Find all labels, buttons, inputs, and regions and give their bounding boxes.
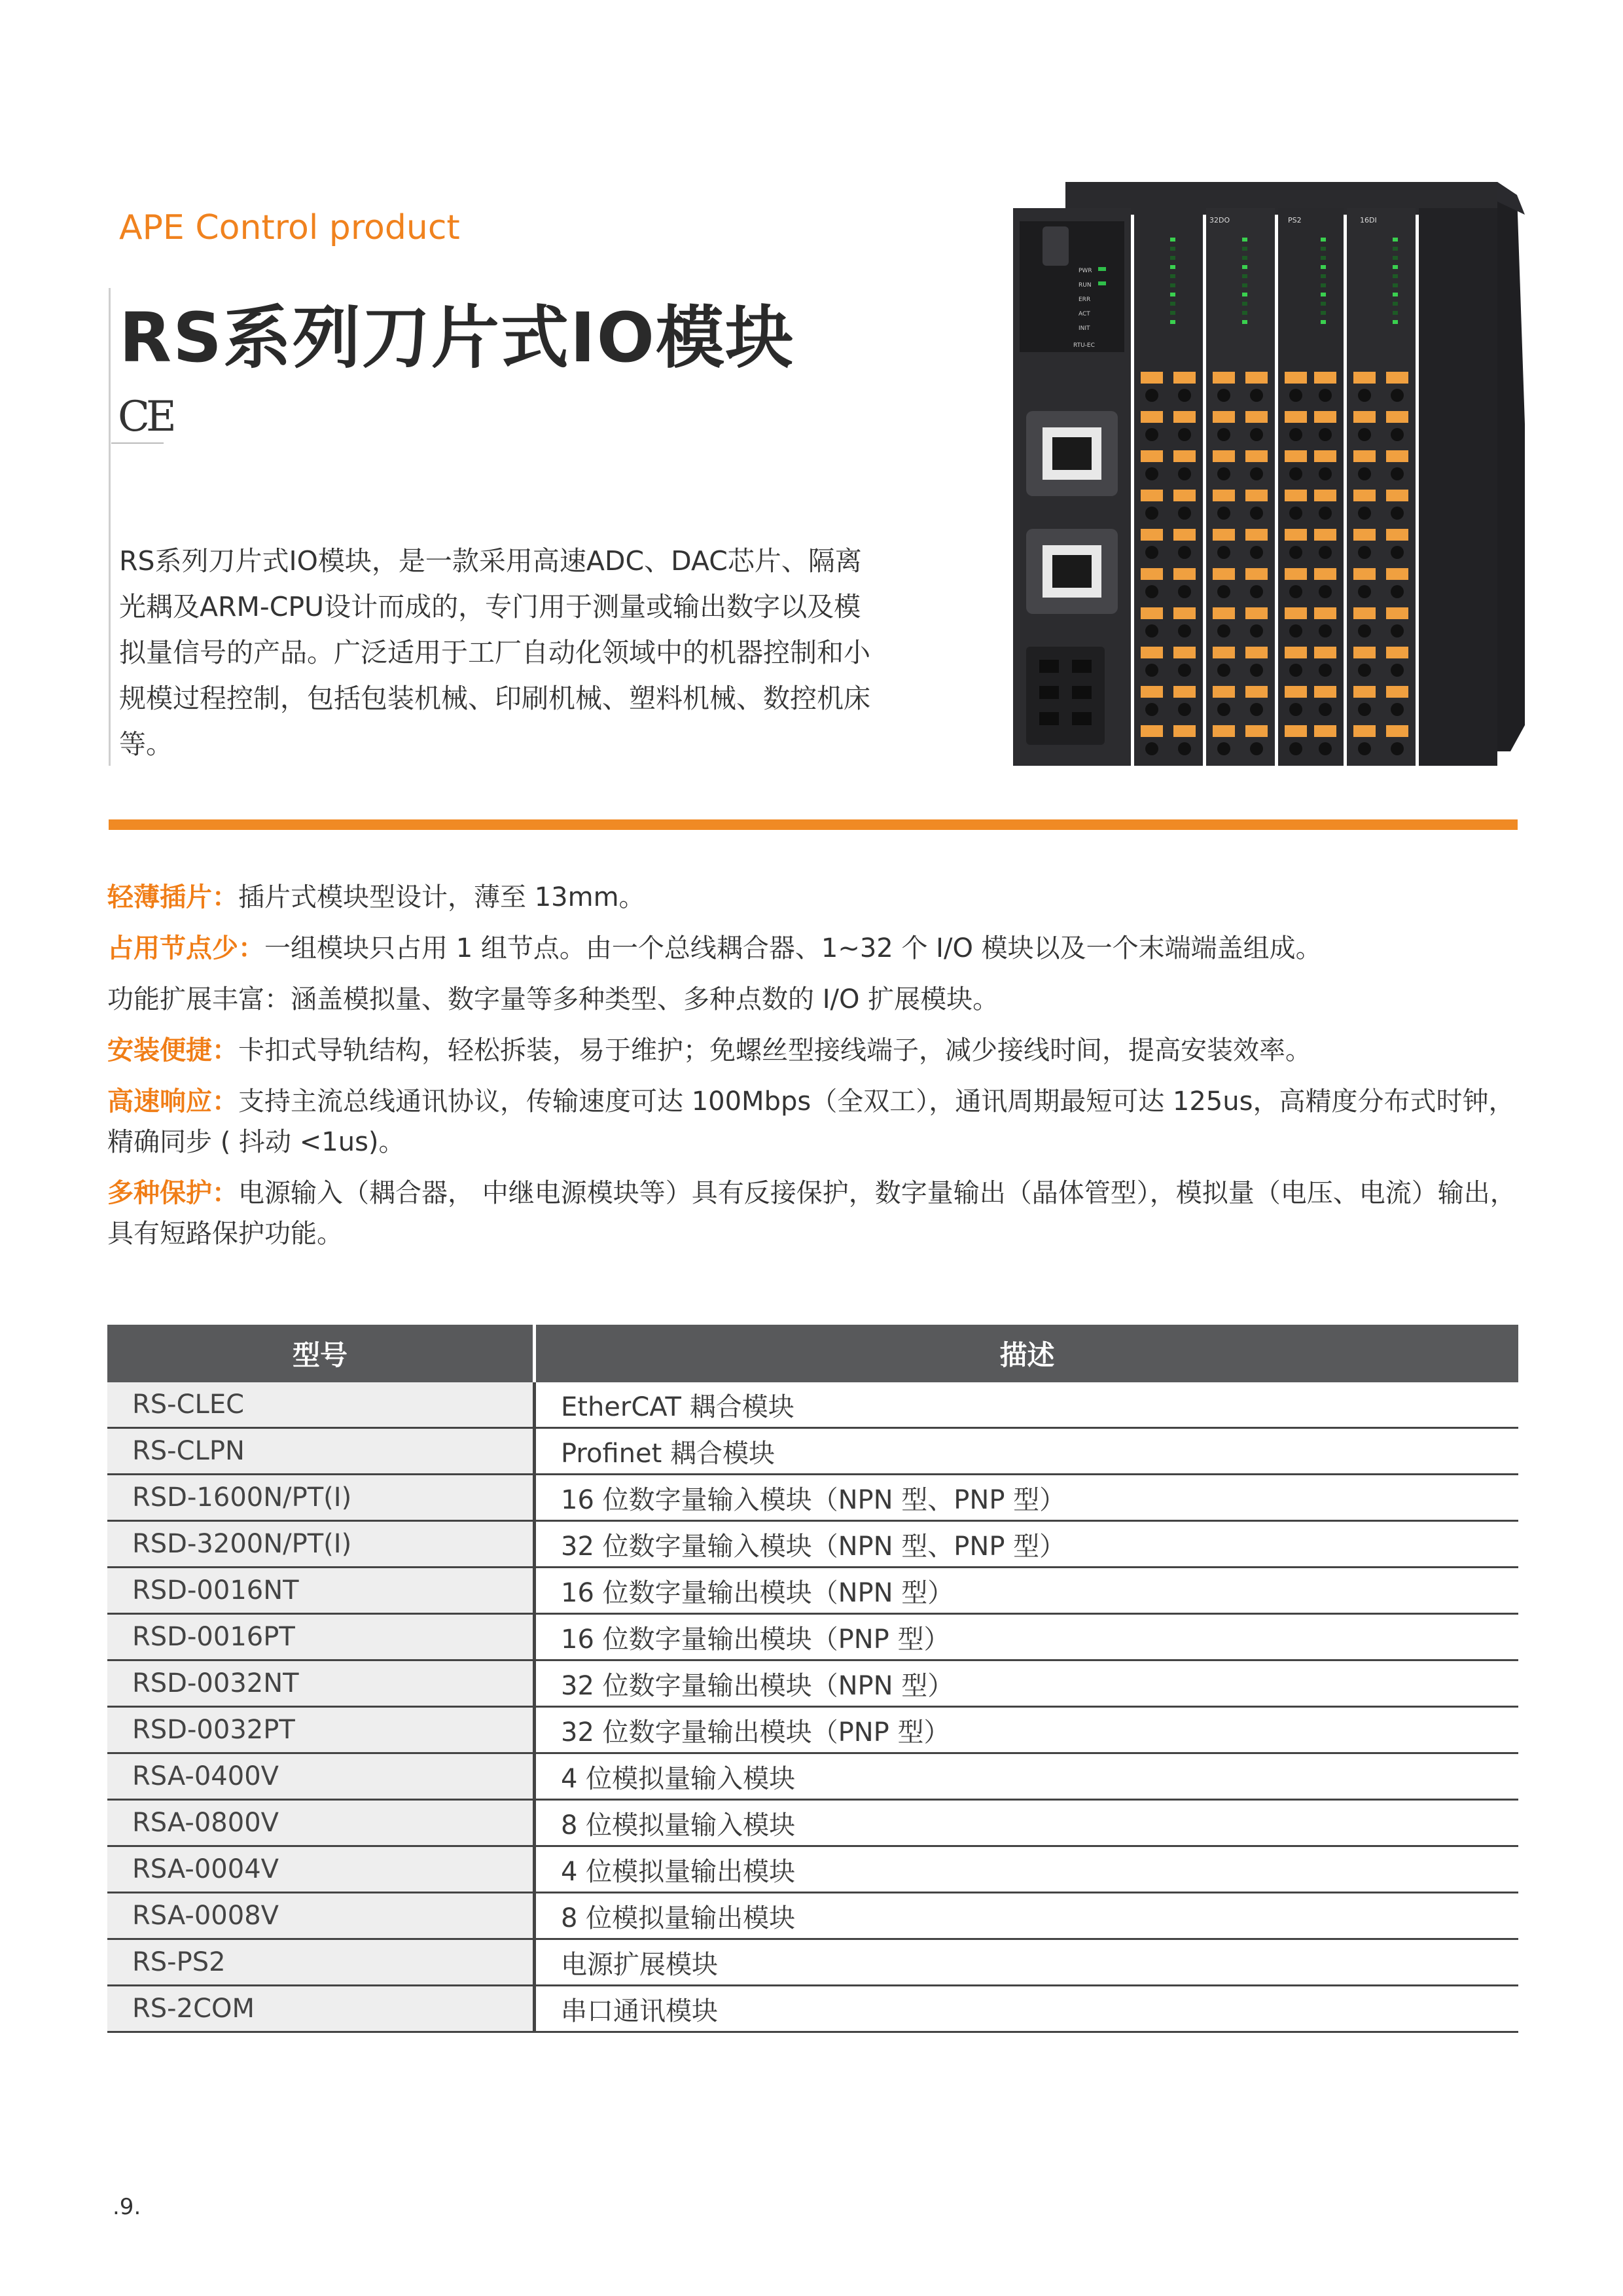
header-description: 描述 (535, 1325, 1519, 1382)
title-vertical-rule (109, 288, 111, 766)
terminal-hole (1391, 624, 1404, 637)
terminal-latch (1173, 529, 1196, 541)
feature-text: 支持主流总线通讯协议，传输速度可达 100Mbps（全双工），通讯周期最短可达 125us，高精度分布式时钟，精确同步 ( 抖动 <1us)。 (107, 1086, 1515, 1157)
terminal-hole (1250, 467, 1263, 480)
orange-divider (109, 819, 1518, 830)
led-label: ERR (1079, 296, 1091, 303)
coupler-label: RTU-EC (1073, 342, 1095, 349)
status-led (1393, 238, 1398, 242)
status-led (1242, 238, 1247, 242)
table-row (107, 1753, 1518, 1800)
led-label: RUN (1079, 282, 1092, 289)
module-label: 32DO (1209, 216, 1230, 224)
terminal-latch (1353, 372, 1376, 384)
status-led (1170, 302, 1175, 306)
terminal-hole (1217, 624, 1230, 637)
status-led (1393, 274, 1398, 278)
desc-cell: 串口通讯模块 (535, 1986, 1519, 2032)
terminal-hole (1178, 742, 1191, 755)
terminal-hole (1319, 703, 1332, 716)
feature-label: 占用节点少： (107, 933, 264, 963)
terminal-hole (1319, 389, 1332, 402)
terminal-hole (1391, 742, 1404, 755)
table-row (107, 1521, 1518, 1568)
status-led (1321, 293, 1326, 296)
terminal-hole (1319, 664, 1332, 677)
terminal-latch (1386, 450, 1408, 462)
page-number: .9. (113, 2194, 141, 2220)
model-cell: RSD-0032PT (107, 1707, 535, 1753)
terminal-hole (1358, 624, 1371, 637)
terminal-hole (1358, 585, 1371, 598)
table-row (107, 1428, 1518, 1475)
table-row (107, 1800, 1518, 1846)
terminal-latch (1314, 450, 1336, 462)
terminal-hole (1289, 507, 1302, 520)
terminal-hole (1145, 467, 1158, 480)
terminal-latch (1353, 607, 1376, 619)
ce-mark: CE (118, 393, 173, 441)
table-row (107, 1846, 1518, 1893)
status-led (1170, 283, 1175, 287)
model-cell: RSD-3200N/PT(I) (107, 1521, 535, 1568)
status-led (1321, 247, 1326, 251)
terminal-latch (1285, 607, 1307, 619)
terminal-hole (1217, 389, 1230, 402)
terminal-hole (1319, 585, 1332, 598)
terminal-latch (1173, 568, 1196, 580)
status-led (1393, 320, 1398, 324)
terminal-hole (1145, 624, 1158, 637)
table-row (107, 1568, 1518, 1614)
status-led (1393, 311, 1398, 315)
feature-text: 卡扣式导轨结构，轻松拆装，易于维护；免螺丝型接线端子，减少接线时间，提高安装效率。 (238, 1035, 1311, 1066)
led-label: ACT (1079, 311, 1090, 317)
status-led (1242, 274, 1247, 278)
brand-subtitle: APE Control product (119, 208, 460, 247)
status-led (1393, 283, 1398, 287)
status-led (1393, 256, 1398, 260)
desc-cell: 32 位数字量输入模块（NPN 型、PNP 型） (535, 1521, 1519, 1568)
terminal-hole (1217, 467, 1230, 480)
desc-cell: 8 位模拟量输出模块 (535, 1893, 1519, 1939)
status-led (1170, 256, 1175, 260)
terminal-hole (1358, 428, 1371, 441)
terminal-hole (1358, 507, 1371, 520)
table-header-row (107, 1325, 1518, 1382)
terminal-latch (1173, 490, 1196, 501)
terminal-latch (1245, 607, 1268, 619)
terminal-latch (1314, 686, 1336, 698)
table-row (107, 1986, 1518, 2032)
terminal-hole (1358, 546, 1371, 559)
terminal-latch (1353, 529, 1376, 541)
desc-cell: 16 位数字量输出模块（PNP 型） (535, 1614, 1519, 1660)
table-row (107, 1475, 1518, 1521)
terminal-latch (1213, 568, 1235, 580)
terminal-latch (1353, 490, 1376, 501)
terminal-latch (1141, 568, 1163, 580)
terminal-latch (1353, 411, 1376, 423)
terminal-hole (1250, 585, 1263, 598)
feature-label: 高速响应： (107, 1086, 238, 1117)
terminal-latch (1213, 725, 1235, 737)
terminal-hole (1358, 467, 1371, 480)
terminal-hole (1391, 428, 1404, 441)
terminal-latch (1285, 450, 1307, 462)
terminal-latch (1213, 372, 1235, 384)
terminal-latch (1353, 450, 1376, 462)
status-led (1393, 247, 1398, 251)
table-row (107, 1707, 1518, 1753)
terminal-hole (1217, 585, 1230, 598)
terminal-latch (1245, 568, 1268, 580)
terminal-latch (1245, 529, 1268, 541)
terminal-hole (1391, 507, 1404, 520)
terminal-latch (1141, 490, 1163, 501)
terminal-hole (1289, 389, 1302, 402)
model-cell: RSA-0800V (107, 1800, 535, 1846)
terminal-hole (1391, 585, 1404, 598)
desc-cell: 4 位模拟量输入模块 (535, 1753, 1519, 1800)
terminal-latch (1245, 686, 1268, 698)
terminal-latch (1173, 372, 1196, 384)
led-label: INIT (1079, 325, 1090, 332)
terminal-latch (1285, 411, 1307, 423)
terminal-latch (1173, 450, 1196, 462)
status-led (1321, 274, 1326, 278)
terminal-latch (1386, 725, 1408, 737)
terminal-latch (1314, 490, 1336, 501)
terminal-hole (1178, 703, 1191, 716)
terminal-latch (1213, 411, 1235, 423)
terminal-latch (1314, 372, 1336, 384)
status-led (1242, 283, 1247, 287)
terminal-hole (1145, 585, 1158, 598)
feature-item (107, 877, 1521, 918)
status-led (1170, 293, 1175, 296)
status-led (1321, 238, 1326, 242)
led-label: PWR (1079, 268, 1092, 274)
table-row (107, 1614, 1518, 1660)
terminal-latch (1141, 372, 1163, 384)
terminal-latch (1353, 647, 1376, 658)
terminal-latch (1386, 647, 1408, 658)
terminal-latch (1173, 686, 1196, 698)
terminal-hole (1250, 507, 1263, 520)
terminal-latch (1173, 607, 1196, 619)
status-led (1170, 265, 1175, 269)
terminal-latch (1245, 647, 1268, 658)
terminal-hole (1145, 703, 1158, 716)
terminal-latch (1386, 529, 1408, 541)
model-cell: RS-CLEC (107, 1382, 535, 1428)
feature-label: 多种保护： (107, 1178, 238, 1208)
terminal-hole (1217, 546, 1230, 559)
feature-item (107, 979, 1521, 1020)
page-title: RS系列刀片式IO模块 (119, 298, 795, 378)
terminal-hole (1289, 742, 1302, 755)
terminal-latch (1173, 725, 1196, 737)
status-led (1170, 320, 1175, 324)
model-cell: RS-PS2 (107, 1939, 535, 1986)
model-cell: RSD-0016NT (107, 1568, 535, 1614)
terminal-hole (1289, 664, 1302, 677)
terminal-hole (1145, 742, 1158, 755)
terminal-latch (1314, 725, 1336, 737)
desc-cell: Profinet 耦合模块 (535, 1428, 1519, 1475)
terminal-hole (1217, 742, 1230, 755)
terminal-hole (1178, 467, 1191, 480)
status-led (1321, 265, 1326, 269)
terminal-hole (1178, 389, 1191, 402)
features-list (107, 877, 1521, 1265)
feature-label: 轻薄插片： (107, 882, 238, 912)
status-led (1321, 311, 1326, 315)
terminal-hole (1145, 664, 1158, 677)
status-led (1242, 256, 1247, 260)
feature-text: 电源输入（耦合器， 中继电源模块等）具有反接保护，数字量输出（晶体管型），模拟量（电压、电流）输出，具有短路保护功能。 (107, 1178, 1516, 1249)
terminal-hole (1319, 467, 1332, 480)
terminal-latch (1213, 529, 1235, 541)
terminal-latch (1245, 490, 1268, 501)
status-led (1242, 302, 1247, 306)
terminal-hole (1178, 624, 1191, 637)
status-led (1242, 265, 1247, 269)
status-led (1170, 238, 1175, 242)
feature-text: 一组模块只占用 1 组节点。由一个总线耦合器、1~32 个 I/O 模块以及一个末端端盖组成。 (264, 933, 1322, 963)
feature-text: 插片式模块型设计，薄至 13mm。 (238, 882, 645, 912)
feature-label: 安装便捷： (107, 1035, 238, 1066)
terminal-hole (1250, 546, 1263, 559)
model-cell: RS-2COM (107, 1986, 535, 2032)
status-led (1321, 320, 1326, 324)
intro-paragraph: RS系列刀片式IO模块，是一款采用高速ADC、DAC芯片、隔离光耦及ARM-CPU设计而成的，专门用于测量或输出数字以及模拟量信号的产品。广泛适用于工厂自动化领域中的机器控制和小规模过程控制，包括包装机械、印刷机械、塑料机械、数控机床等。 (119, 545, 870, 760)
terminal-hole (1289, 703, 1302, 716)
ce-underline (111, 442, 164, 444)
terminal-latch (1141, 411, 1163, 423)
terminal-hole (1145, 507, 1158, 520)
desc-cell: 4 位模拟量输出模块 (535, 1846, 1519, 1893)
terminal-latch (1213, 490, 1235, 501)
terminal-latch (1285, 490, 1307, 501)
terminal-hole (1391, 703, 1404, 716)
desc-cell: 8 位模拟量输入模块 (535, 1800, 1519, 1846)
terminal-hole (1358, 742, 1371, 755)
terminal-hole (1217, 664, 1230, 677)
terminal-latch (1141, 529, 1163, 541)
terminal-latch (1141, 725, 1163, 737)
desc-cell: 电源扩展模块 (535, 1939, 1519, 1986)
terminal-latch (1386, 411, 1408, 423)
desc-cell: 32 位数字量输出模块（PNP 型） (535, 1707, 1519, 1753)
terminal-latch (1213, 686, 1235, 698)
terminal-hole (1250, 664, 1263, 677)
model-cell: RSA-0008V (107, 1893, 535, 1939)
desc-cell: 16 位数字量输出模块（NPN 型） (535, 1568, 1519, 1614)
terminal-latch (1353, 725, 1376, 737)
model-cell: RS-CLPN (107, 1428, 535, 1475)
model-cell: RSA-0400V (107, 1753, 535, 1800)
terminal-latch (1141, 647, 1163, 658)
terminal-hole (1391, 546, 1404, 559)
terminal-hole (1391, 389, 1404, 402)
module-label: 16DI (1360, 216, 1377, 224)
terminal-hole (1178, 428, 1191, 441)
terminal-hole (1319, 428, 1332, 441)
feature-item (107, 1030, 1521, 1071)
terminal-hole (1145, 428, 1158, 441)
terminal-latch (1285, 372, 1307, 384)
terminal-hole (1358, 389, 1371, 402)
terminal-latch (1245, 450, 1268, 462)
terminal-latch (1141, 607, 1163, 619)
status-led (1321, 256, 1326, 260)
table-row (107, 1660, 1518, 1707)
terminal-hole (1250, 742, 1263, 755)
terminal-latch (1386, 372, 1408, 384)
terminal-hole (1289, 546, 1302, 559)
terminal-latch (1141, 450, 1163, 462)
terminal-hole (1250, 624, 1263, 637)
terminal-hole (1217, 703, 1230, 716)
model-cell: RSA-0004V (107, 1846, 535, 1893)
terminal-hole (1178, 585, 1191, 598)
terminal-latch (1213, 607, 1235, 619)
terminal-latch (1314, 529, 1336, 541)
terminal-hole (1145, 389, 1158, 402)
table-row (107, 1893, 1518, 1939)
feature-item (107, 1173, 1521, 1254)
feature-item (107, 928, 1521, 969)
terminal-hole (1358, 703, 1371, 716)
status-led (1170, 311, 1175, 315)
table-row (107, 1939, 1518, 1986)
desc-cell: 32 位数字量输出模块（NPN 型） (535, 1660, 1519, 1707)
terminal-latch (1314, 411, 1336, 423)
status-led (1170, 247, 1175, 251)
terminal-latch (1353, 568, 1376, 580)
terminal-latch (1245, 725, 1268, 737)
model-cell: RSD-1600N/PT(I) (107, 1475, 535, 1521)
terminal-hole (1217, 428, 1230, 441)
terminal-latch (1386, 490, 1408, 501)
terminal-latch (1285, 686, 1307, 698)
terminal-latch (1285, 725, 1307, 737)
terminal-hole (1145, 546, 1158, 559)
terminal-hole (1391, 467, 1404, 480)
terminal-hole (1178, 546, 1191, 559)
terminal-hole (1289, 624, 1302, 637)
terminal-latch (1285, 529, 1307, 541)
desc-cell: 16 位数字量输入模块（NPN 型、PNP 型） (535, 1475, 1519, 1521)
terminal-latch (1353, 686, 1376, 698)
terminal-hole (1250, 389, 1263, 402)
terminal-hole (1319, 742, 1332, 755)
table-row (107, 1382, 1518, 1428)
terminal-hole (1250, 428, 1263, 441)
status-led (1242, 311, 1247, 315)
status-led (1242, 320, 1247, 324)
feature-item (107, 1081, 1521, 1162)
terminal-hole (1391, 664, 1404, 677)
model-cell: RSD-0032NT (107, 1660, 535, 1707)
status-led (1321, 283, 1326, 287)
terminal-latch (1285, 647, 1307, 658)
terminal-hole (1319, 624, 1332, 637)
terminal-latch (1386, 568, 1408, 580)
terminal-hole (1358, 664, 1371, 677)
status-led (1393, 265, 1398, 269)
terminal-latch (1314, 568, 1336, 580)
terminal-latch (1213, 647, 1235, 658)
header-model: 型号 (107, 1325, 535, 1382)
terminal-latch (1386, 607, 1408, 619)
terminal-hole (1319, 546, 1332, 559)
terminal-latch (1245, 411, 1268, 423)
terminal-latch (1314, 607, 1336, 619)
terminal-hole (1289, 467, 1302, 480)
desc-cell: EtherCAT 耦合模块 (535, 1382, 1519, 1428)
terminal-latch (1386, 686, 1408, 698)
status-led (1242, 247, 1247, 251)
product-image (1013, 175, 1537, 772)
terminal-hole (1319, 507, 1332, 520)
status-led (1321, 302, 1326, 306)
module-label: PS2 (1288, 216, 1302, 224)
terminal-hole (1289, 428, 1302, 441)
status-led (1393, 293, 1398, 296)
terminal-hole (1178, 664, 1191, 677)
terminal-hole (1178, 507, 1191, 520)
model-table (107, 1325, 1518, 2033)
terminal-latch (1314, 647, 1336, 658)
status-led (1393, 302, 1398, 306)
terminal-latch (1285, 568, 1307, 580)
terminal-hole (1289, 585, 1302, 598)
status-led (1170, 274, 1175, 278)
terminal-latch (1173, 411, 1196, 423)
terminal-latch (1245, 372, 1268, 384)
terminal-latch (1173, 647, 1196, 658)
terminal-latch (1141, 686, 1163, 698)
model-cell: RSD-0016PT (107, 1614, 535, 1660)
terminal-hole (1250, 703, 1263, 716)
feature-text: 功能扩展丰富：涵盖模拟量、数字量等多种类型、多种点数的 I/O 扩展模块。 (107, 984, 999, 1014)
terminal-latch (1213, 450, 1235, 462)
status-led (1242, 293, 1247, 296)
terminal-hole (1217, 507, 1230, 520)
